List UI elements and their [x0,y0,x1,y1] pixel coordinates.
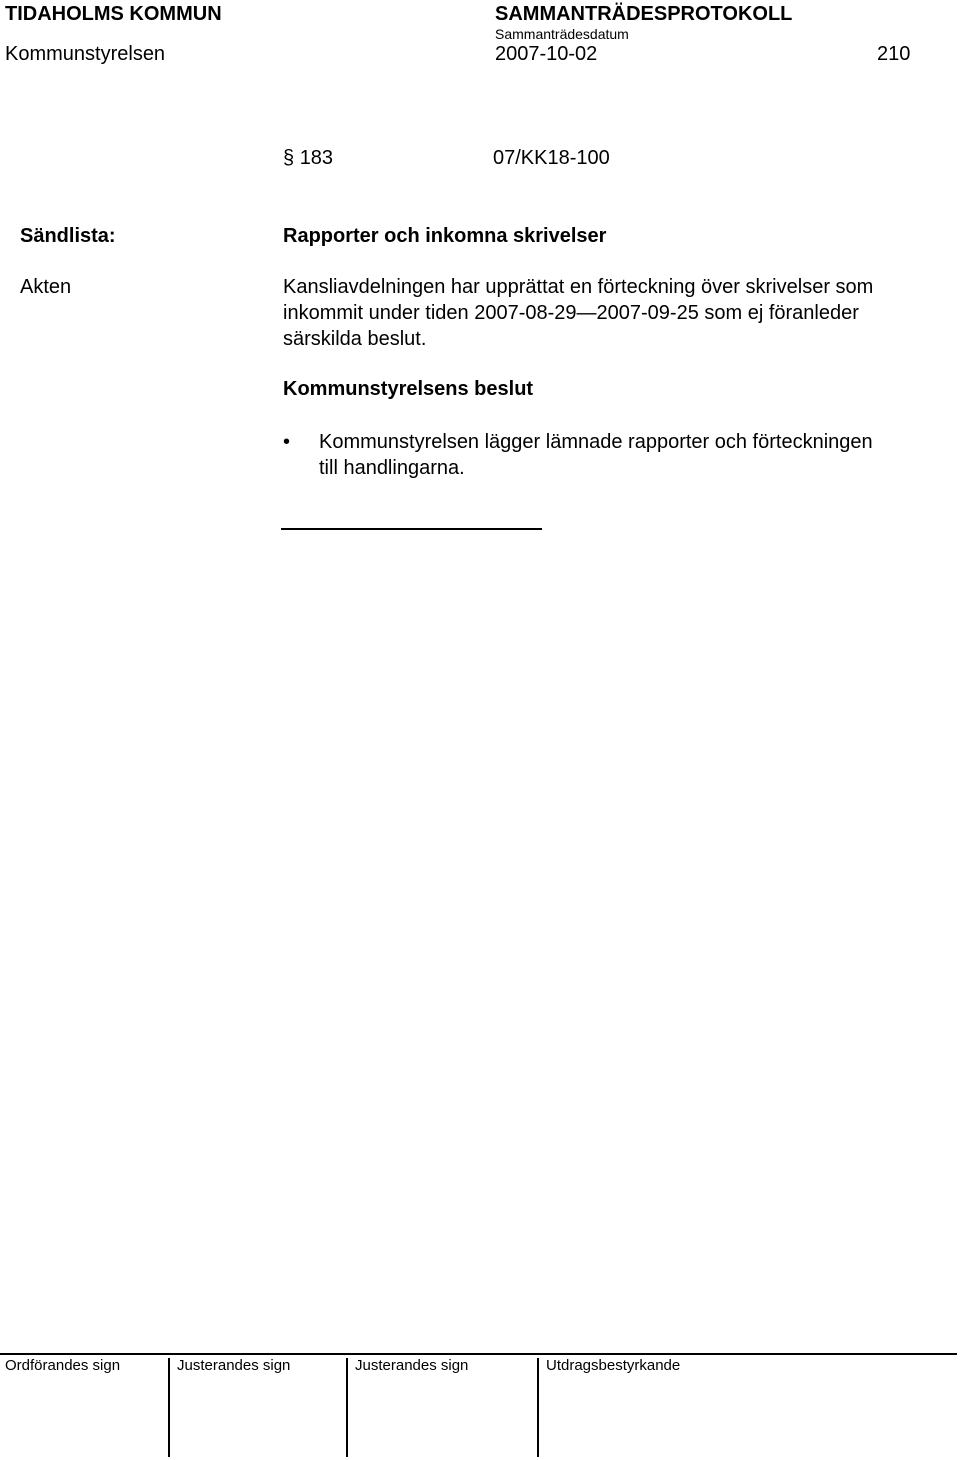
sign-divider [168,1358,170,1457]
body-line: Kansliavdelningen har upprättat en förteckning över skrivelser som [283,276,874,298]
org-name: TIDAHOLMS KOMMUN [5,3,222,25]
sign-field-adjuster-1: Justerandes sign [177,1357,291,1374]
paragraph-number-value: 183 [299,147,334,169]
decision-line: till handlingarna. [319,457,465,479]
bullet-icon: • [283,431,291,453]
item-title: Rapporter och inkomna skrivelser [283,225,607,247]
sign-field-chair: Ordförandes sign [5,1357,121,1374]
document-type: SAMMANTRÄDESPROTOKOLL [495,3,793,25]
body-line: inkommit under tiden 2007-08-29—2007-09-25 som ej föranleder [283,302,859,324]
paragraph-number [283,147,333,170]
committee-name: Kommunstyrelsen [5,43,166,65]
paragraph-mark: § [283,147,295,169]
sendlist-recipient: Akten [20,276,72,298]
body-line: särskilda beslut. [283,328,427,350]
sign-divider [537,1358,539,1457]
date-label: Sammanträdesdatum [495,26,629,42]
sign-field-adjuster-2: Justerandes sign [355,1357,469,1374]
case-id: 07/KK18-100 [493,147,610,169]
page-number: 210 [877,43,911,65]
sendlist-label: Sändlista: [20,225,116,247]
decision-heading: Kommunstyrelsens beslut [283,378,534,400]
footer-rule [0,1353,957,1355]
sign-field-certification: Utdragsbestyrkande [546,1357,681,1374]
decision-line: Kommunstyrelsen lägger lämnade rapporter och förteckningen [319,431,873,453]
sign-divider [346,1358,348,1457]
meeting-date: 2007-10-02 [495,43,598,65]
end-rule [281,528,542,530]
